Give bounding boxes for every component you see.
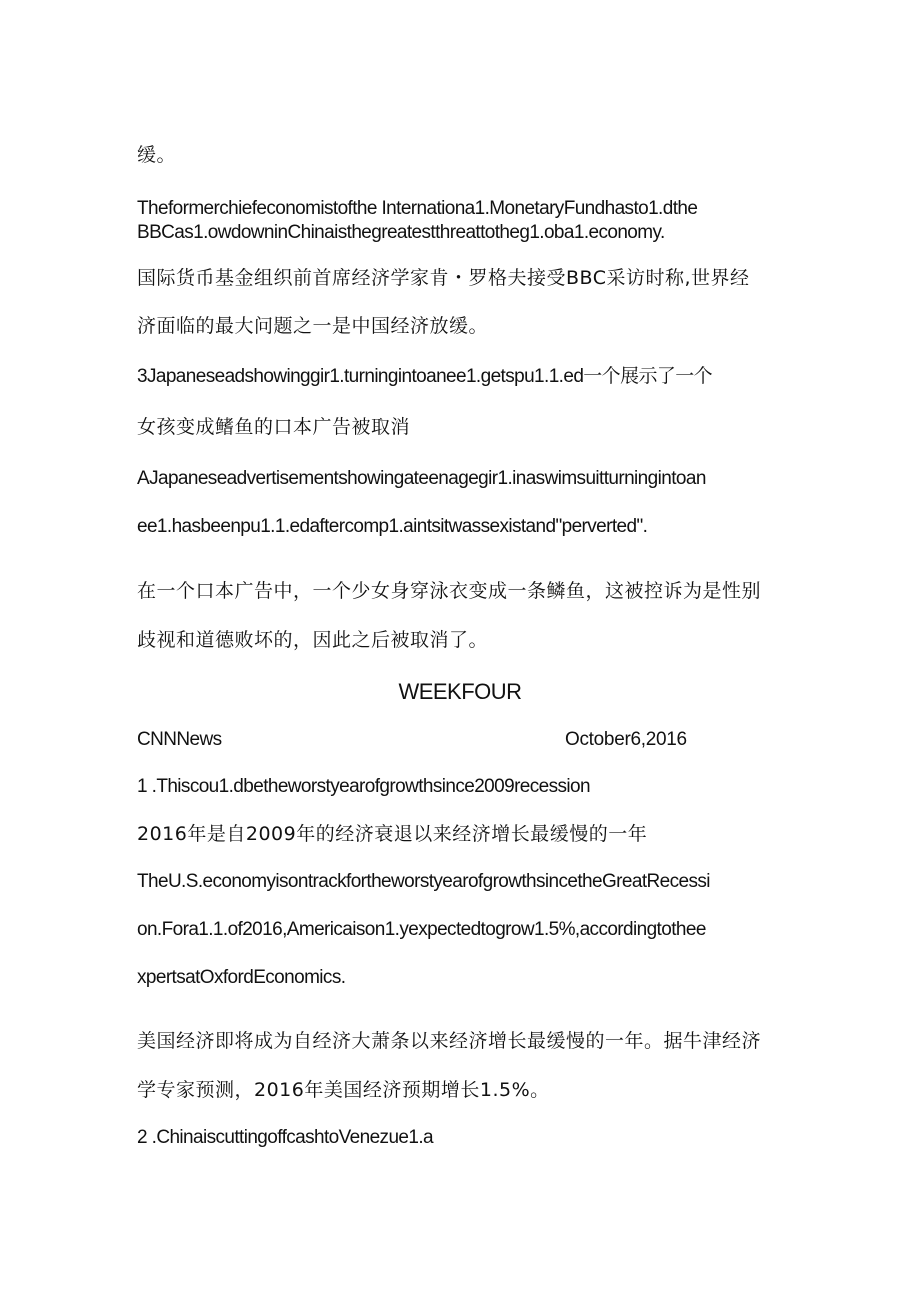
paragraph-line: 在一个口本广告中，一个少女身穿泳衣变成一条鳞鱼，这被控诉为是性别 [137, 580, 762, 602]
news-source: CNNNews [137, 729, 222, 750]
paragraph-line: on.Fora1.1.of2016,Americaison1.yexpectedtogrow1.5%,accordingtothee [137, 919, 706, 940]
news-item-title: 1 .Thiscou1.dbetheworstyearofgrowthsince2009recession [137, 776, 590, 797]
paragraph-line: ee1.hasbeenpu1.1.edaftercomp1.aintsitwassexistand"perverted". [137, 516, 648, 537]
paragraph-line: 学专家预测，2016年美国经济预期增长1.5%。 [137, 1079, 550, 1101]
paragraph-line: 3Japaneseadshowinggir1.turningintoanee1.getspu1.1.ed一个展示了一个 [137, 366, 713, 387]
paragraph-line: 缓。 [137, 144, 177, 166]
paragraph-line: AJapaneseadvertisementshowingateenagegir1.inaswimsuitturningintoan [137, 468, 706, 489]
paragraph-line: 国际货币基金组织前首席经济学家肯・罗格夫接受BBC采访时称,世界经 [137, 267, 750, 289]
paragraph-line: 女孩变成鳍鱼的口本广告被取消 [137, 416, 411, 438]
section-heading: WEEKFOUR [398, 679, 522, 704]
paragraph-line: Theformerchiefeconomistofthe Internationa1.MonetaryFundhasto1.dthe [137, 198, 698, 219]
paragraph-line: TheU.S.economyisontrackfortheworstyearofgrowthsincetheGreatRecessi [137, 871, 710, 892]
paragraph-line: 歧视和道德败坏的，因此之后被取消了。 [137, 629, 489, 651]
news-date: October6,2016 [565, 729, 687, 750]
paragraph-line: xpertsatOxfordEconomics. [137, 967, 346, 988]
news-item-title: 2 .ChinaiscuttingoffcashtoVenezue1.a [137, 1127, 434, 1148]
paragraph-line: 2016年是自2009年的经济衰退以来经济增长最缓慢的一年 [137, 823, 648, 845]
paragraph-line: 美国经济即将成为自经济大萧条以来经济增长最缓慢的一年。据牛津经济 [137, 1030, 762, 1052]
paragraph-line: 济面临的最大问题之一是中国经济放缓。 [137, 315, 489, 337]
paragraph-line: BBCas1.owdowninChinaisthegreatestthreattotheg1.oba1.economy. [137, 222, 665, 243]
